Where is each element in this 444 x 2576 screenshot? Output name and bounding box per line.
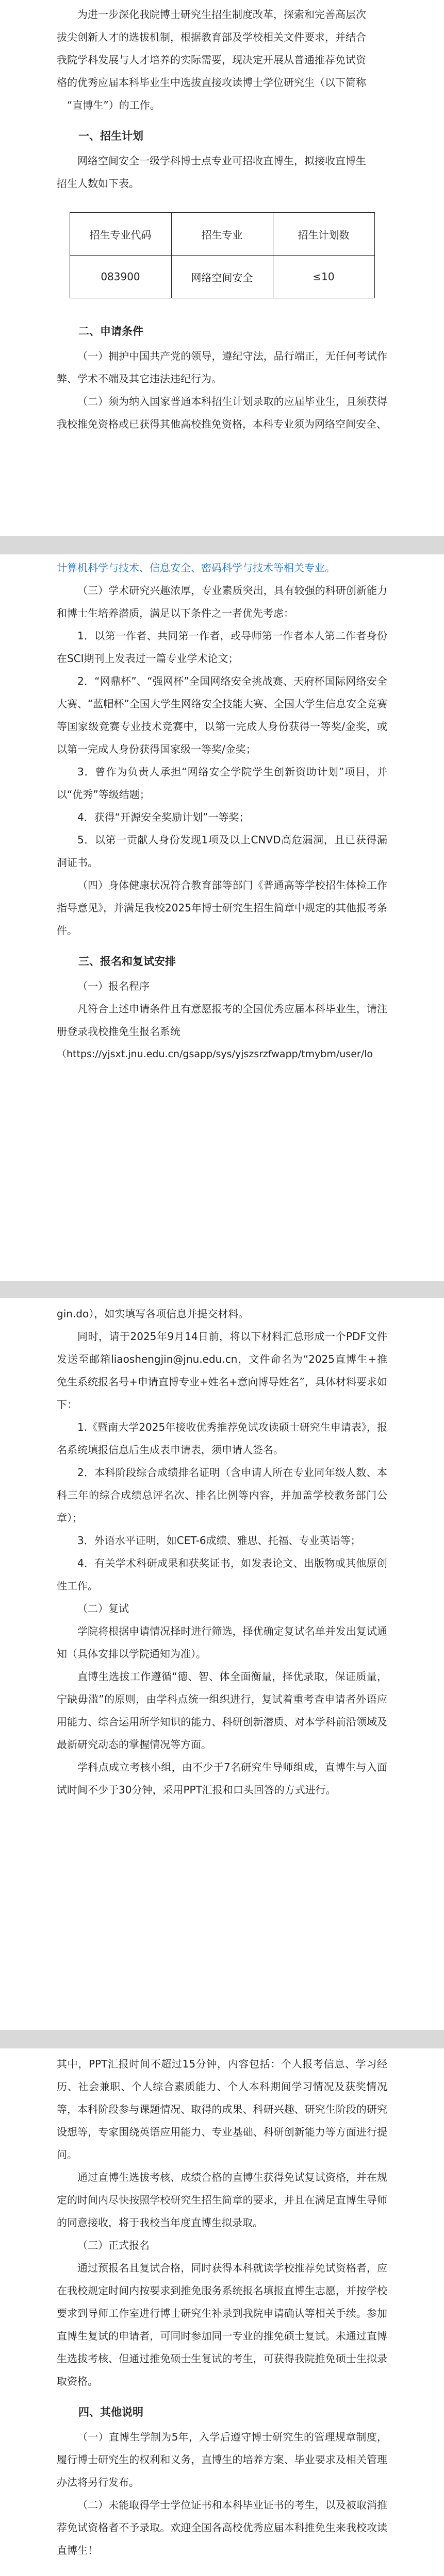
condition-4: （四）身体健康状况符合教育部等部门《普通高等学校招生体检工作指导意见》，并满足我校2025年博士研究生招生简章中规定的其他报考条件。 [57, 879, 387, 937]
document-page-2 [0, 554, 444, 1281]
table-header-cell: 招生专业代码 [70, 213, 171, 256]
table-header-row [70, 213, 374, 256]
intro-line: 我院学科发展与人才培养的实际需要，现决定开展从普通推荐免试资 [57, 54, 366, 66]
table-cell: 083900 [70, 256, 171, 298]
condition-1: （一）拥护中国共产党的领导，遵纪守法，品行端正，无任何考试作弊、学术不端及其它违法违纪行为。 [57, 350, 387, 385]
priority-item-5: 5．以第一贡献人身份发现1项及以上CNVD高危漏洞，且已获得漏洞证书。 [57, 834, 387, 869]
review-paragraph: 学院将根据申请情况择时进行筛选，择优确定复试名单并发出复试通知（具体安排以学院通知为准）。 [57, 1625, 387, 1660]
formal-registration-text: 通过预报名且复试合格，同时获得本科就读学校推荐免试资格者，应在我校规定时间内按要求到推免服务系统报名填报直博生志愿，并按学校要求到导师工作室进行博士研究生补录到我院申请确认等相关手续。参加直博生复试的申请者，可同时参加同一专业的推免硕士复试。未通过直博生选拔考核、但通过推免硕士生复试的考生，可获得我院推免硕士生拟录取资格。 [57, 2262, 387, 2387]
quota-table [70, 212, 375, 298]
table-header-cell: 招生专业 [171, 213, 273, 256]
condition-2: （二）须为纳入国家普通本科招生计划录取的应届毕业生，且须获得我校推免资格或已获得其他高校推免资格，本科专业须为网络空间安全、 [57, 395, 387, 430]
review-paragraph: 直博生选拔工作遵循“德、智、体全面衡量，择优录取，保证质量，宁缺毋滥”的原则，由学科点统一组织进行，复试着重考查申请者外语应用能力、综合运用所学知识的能力、科研创新潜质、对本学科前沿领域及最新研究动态的掌握情况等方面。 [57, 1670, 387, 1751]
review-paragraph: 学科点成立考核小组，由不少于7名研究生导师组成，直博生与入面试时间不少于30分钟，采用PPT汇报和口头回答的方式进行。 [57, 1761, 387, 1796]
priority-item-3: 3．曾作为负责人承担“网络安全学院学生创新资助计划”项目，并以“优秀”等级结题； [57, 766, 387, 801]
document-page-3 [0, 1298, 444, 2030]
section-heading-other: 四、其他说明 [78, 2406, 143, 2418]
intro-line: 拔尖创新人才的选拔机制，根据教育部及学校相关文件要求，并结合 [57, 31, 366, 43]
procedure-text: 凡符合上述申请条件且有意愿报考的全国优秀应届本科毕业生，请注册登录我校推免生报名系统 [57, 1003, 387, 1038]
ppt-text: 其中，PPT汇报时间不超过15分钟，内容包括：个人报考信息、学习经历、社会兼职、个人综合素质能力、个人本科期间学习情况及获奖情况等，本科阶段参与课题情况、取得的成果、科研兴趣、研究生阶段的研究设想等，专家围绕英语应用能力、专业基础、科研创新能力等方面进行提问。 [57, 2058, 387, 2161]
priority-item-4: 4．获得“开源安全奖励计划”一等奖； [77, 811, 250, 823]
intro-line: 格的优秀应届本科毕业生中选拔直接攻读博士学位研究生（以下简称 [57, 76, 366, 89]
pass-text: 通过直博生选拔考核、成绩合格的直博生获得免试复试资格，并在规定的时间内尽快按照学校研究生招生简章的要求，并且在满足直博生导师的同意接收，将于我校当年度直博生拟录取。 [57, 2171, 387, 2229]
registration-url[interactable]: （https://yjsxt.jnu.edu.cn/gsapp/sys/yjszsrzfwapp/tmybm/user/lo [57, 1048, 373, 1060]
section-heading-registration: 三、报名和复试安排 [78, 955, 176, 968]
table-cell: 网络空间安全 [171, 256, 273, 298]
section-heading-plan: 一、招生计划 [78, 130, 143, 142]
url-continued: gin.do），如实填写各项信息并提交材料。 [57, 1308, 249, 1320]
subsection-heading-review: （二）复试 [77, 1602, 129, 1615]
material-item-4: 4．有关学术科研成果和获奖证书，如发表论文、出版物或其他原创性工作。 [57, 1557, 387, 1592]
section-heading-conditions: 二、申请条件 [78, 325, 143, 337]
other-note-1: （一）直博生学制为5年，入学后遵守博士研究生的管理规章制度，履行博士研究生的权利和义务，直博生的培养方案、毕业要求及相关管理办法将另行发布。 [57, 2431, 387, 2488]
other-note-2: （二）未能取得学士学位证书和本科毕业证书的考生，以及被取消推荐免试资格者不予录取。欢迎全国各高校优秀应届本科推免生来我校攻读直博生！ [57, 2499, 387, 2556]
priority-item-1: 1．以第一作者、共同第一作者，或导师第一作者本人第二作者身份在SCI期刊上发表过一篇专业学术论文； [57, 630, 387, 665]
table-header-cell: 招生计划数 [273, 213, 374, 256]
document-page-4 [0, 2048, 444, 2576]
priority-item-2: 2．“网鼎杯”、“强网杯”全国网络安全挑战赛、天府杯国际网络安全大赛、“蓝帽杯”全国大学生网络安全技能大赛、全国大学生信息安全竞赛等国家级竞赛专业技术竞赛中，以第一完成人身份获得一等奖/金奖，或以第一完成人身份获得国家级一等奖/金奖； [57, 675, 387, 755]
condition-3: （三）学术研究兴趣浓厚，专业素质突出，具有较强的科研创新能力和博士生培养潜质，满足以下条件之一者优先考虑： [57, 584, 387, 619]
condition-2-continued [57, 556, 387, 579]
plan-text-line: 网络空间安全一级学科博士点专业可招收直博生，拟接收直博生 [77, 155, 366, 167]
subsection-heading-procedure: （一）报名程序 [77, 980, 150, 992]
intro-line: 为进一步深化我院博士研究生招生制度改革，探索和完善高层次 [77, 8, 366, 21]
intro-line: “直博生”）的工作。 [67, 99, 160, 111]
send-materials-text: 同时，请于2025年9月14日前，将以下材料汇总形成一个PDF文件发送至邮箱liaoshengjin@jnu.edu.cn，文件命名为“2025直博生+推免生系统报名号+申请直博专业+姓名+意向博导姓名”，具体材料要求如下： [57, 1330, 387, 1411]
material-item-1: 1.《暨南大学2025年接收优秀推荐免试攻读硕士研究生申请表》，报名系统填报信息后生成表申请表，须申请人签名。 [57, 1421, 387, 1456]
subsection-heading-formal: （三）正式报名 [77, 2239, 150, 2251]
material-item-2: 2．本科阶段综合成绩排名证明（含申请人所在专业同年级人数、本科三年的综合成绩总评名次、排名比例等内容，并加盖学校教务部门公章）； [57, 1466, 387, 1524]
table-row [70, 256, 374, 298]
table-cell: ≤10 [273, 256, 374, 298]
plan-text-line: 招生人数如下表。 [57, 177, 139, 190]
highlighted-text: 计算机科学与技术、信息安全、密码科学与技术等相关专业。 [57, 562, 335, 574]
document-page-1 [0, 0, 444, 536]
material-item-3: 3．外语水平证明，如CET-6成绩、雅思、托福、专业英语等； [77, 1534, 361, 1547]
